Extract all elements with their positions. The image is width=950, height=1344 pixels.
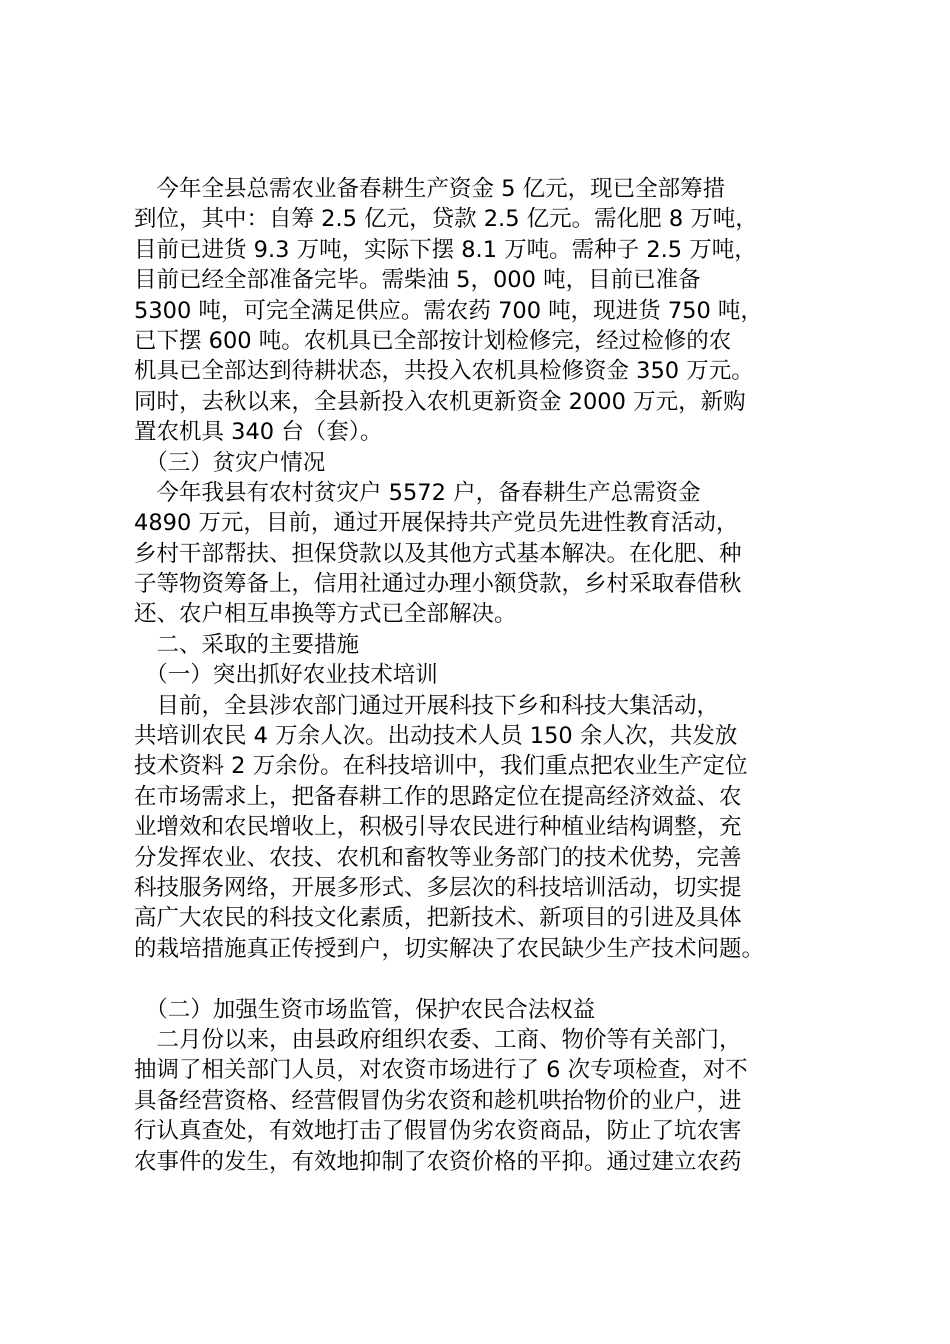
text-line: 目前已经全部准备完毕。需柴油 5，000 吨，目前已准备 bbox=[134, 267, 701, 294]
text-line: 业增效和农民增收上，积极引导农民进行种植业结构调整，充 bbox=[134, 814, 742, 841]
text-line: 技术资料 2 万余份。在科技培训中，我们重点把农业生产定位 bbox=[134, 753, 748, 780]
text-line: 今年我县有农村贫灾户 5572 户，备春耕生产总需资金 bbox=[134, 479, 701, 506]
text-line: 今年全县总需农业备春耕生产资金 5 亿元，现已全部筹措 bbox=[134, 176, 726, 202]
text-line: 还、农户相互串换等方式已全部解决。 bbox=[134, 601, 517, 628]
text-line: 分发挥农业、农技、农机和畜牧等业务部门的技术优势，完善 bbox=[134, 844, 742, 871]
text-line: 目前已进货 9.3 万吨，实际下摆 8.1 万吨。需种子 2.5 万吨， bbox=[134, 236, 757, 263]
text-line: 4890 万元，目前，通过开展保持共产党员先进性教育活动， bbox=[134, 510, 739, 537]
text-line: 到位，其中：自筹 2.5 亿元，贷款 2.5 亿元。需化肥 8 万吨， bbox=[134, 206, 758, 233]
text-line: 抽调了相关部门人员，对农资市场进行了 6 次专项检查，对不 bbox=[134, 1057, 748, 1084]
blank-line bbox=[134, 964, 834, 994]
section-heading: （二）加强生资市场监管，保护农民合法权益 bbox=[134, 996, 596, 1023]
text-line: 目前，全县涉农部门通过开展科技下乡和科技大集活动， bbox=[134, 692, 720, 719]
text-line: 科技服务网络，开展多形式、多层次的科技培训活动，切实提 bbox=[134, 874, 742, 901]
text-line: 机具已全部达到待耕状态，共投入农机具检修资金 350 万元。 bbox=[134, 358, 754, 385]
text-line: 具备经营资格、经营假冒伪劣农资和趁机哄抬物价的业户，进 bbox=[134, 1087, 742, 1114]
text-line: 同时，去秋以来，全县新投入农机更新资金 2000 万元，新购 bbox=[134, 388, 746, 415]
body-text bbox=[134, 174, 834, 1177]
text-line: 行认真查处，有效地打击了假冒伪劣农资商品，防止了坑农害 bbox=[134, 1118, 742, 1145]
text-line: 乡村干部帮扶、担保贷款以及其他方式基本解决。在化肥、种 bbox=[134, 540, 742, 567]
section-heading: 二、采取的主要措施 bbox=[134, 631, 360, 658]
text-line: 已下摆 600 吨。农机具已全部按计划检修完，经过检修的农 bbox=[134, 327, 732, 354]
text-line: 置农机具 340 台（套）。 bbox=[134, 419, 383, 446]
text-line: 二月份以来，由县政府组织农委、工商、物价等有关部门， bbox=[134, 1026, 742, 1053]
text-line: 在市场需求上，把备春耕工作的思路定位在提高经济效益、农 bbox=[134, 783, 742, 810]
text-line: 共培训农民 4 万余人次。出动技术人员 150 余人次，共发放 bbox=[134, 723, 738, 750]
text-line: 高广大农民的科技文化素质，把新技术、新项目的引进及具体 bbox=[134, 905, 742, 932]
text-line: 的栽培措施真正传授到户，切实解决了农民缺少生产技术问题。 bbox=[134, 935, 765, 962]
text-line: 5300 吨，可完全满足供应。需农药 700 吨，现进货 750 吨， bbox=[134, 297, 763, 324]
section-heading: （三）贫灾户情况 bbox=[134, 449, 326, 476]
section-heading: （一）突出抓好农业技术培训 bbox=[134, 662, 438, 689]
text-line: 子等物资筹备上，信用社通过办理小额贷款，乡村采取春借秋 bbox=[134, 571, 742, 598]
text-line: 农事件的发生，有效地抑制了农资价格的平抑。通过建立农药 bbox=[134, 1148, 742, 1175]
